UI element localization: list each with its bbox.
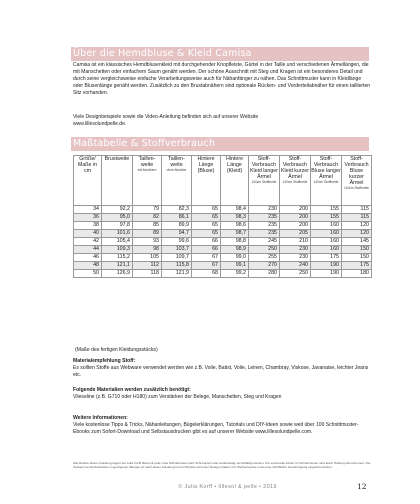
table-cell: 112 (133, 262, 162, 270)
column-header-sublabel: 140cm Stoffbreite (251, 179, 277, 184)
column-header (133, 156, 162, 206)
table-cell: 94,7 (162, 230, 192, 238)
size-cell: 38 (74, 222, 102, 230)
material-heading: Materialempfehlung Stoff: (73, 358, 136, 364)
table-cell: 145 (342, 238, 372, 246)
column-header-sublabel: ohne Abnäher (166, 167, 187, 172)
table-cell: 115,8 (162, 262, 192, 270)
column-header-label: Taillen- weite (138, 156, 156, 168)
table-row (74, 230, 372, 238)
table-cell: 235 (249, 222, 280, 230)
video-info-text: Viele Designbeispiele sowie die Video-Anleitung befinden sich auf unserer Website (73, 114, 259, 120)
table-row (74, 206, 372, 214)
footer-credit: © Julia Korff • lillesol & pelle • 2019 (178, 484, 277, 490)
table-cell: 230 (280, 254, 311, 262)
table-cell: 89 (133, 230, 162, 238)
table-cell: 155 (311, 214, 342, 222)
table-note: (Maße des fertigen Kleidungsstücks) (75, 347, 158, 353)
table-cell: 205 (280, 230, 311, 238)
table-cell: 120 (342, 222, 372, 230)
column-header (221, 156, 249, 206)
table-cell: 200 (280, 206, 311, 214)
column-header-label: Hintere Länge (Kleid) (225, 156, 244, 174)
column-header (192, 156, 221, 206)
table-cell: 240 (280, 262, 311, 270)
table-cell: 99,1 (221, 262, 249, 270)
table-cell: 121,1 (102, 262, 133, 270)
table-cell: 109,7 (162, 254, 192, 262)
table-row (74, 222, 372, 230)
size-cell: 50 (74, 270, 102, 278)
extra-materials-section (73, 387, 371, 401)
table-cell: 103,7 (162, 246, 192, 254)
table-row (74, 270, 372, 278)
table-cell: 200 (280, 222, 311, 230)
table-row (74, 214, 372, 222)
table-cell: 98 (133, 246, 162, 254)
table-cell: 67 (192, 262, 221, 270)
table-cell: 175 (311, 254, 342, 262)
more-info-body: Viele kostenlose Tipps & Tricks, Nähanleitungen, Bügelerklärungen, Tutorials und DIY-Ideen sowie weit über 100 Schnittmuster-Ebooks zum Sofort-Download und Selbstausdrucken gibt es auf unserer Website www.lillesolundpelle.com. (73, 422, 359, 436)
table-cell: 150 (342, 246, 372, 254)
table-cell: 89,9 (162, 222, 192, 230)
table-cell: 200 (280, 214, 311, 222)
column-header-sublabel: mit Abnähern (137, 167, 157, 172)
table-cell: 67 (192, 254, 221, 262)
table-cell: 82 (133, 214, 162, 222)
table-cell: 230 (249, 206, 280, 214)
size-cell: 44 (74, 246, 102, 254)
table-cell: 101,6 (102, 230, 133, 238)
table-cell: 270 (249, 262, 280, 270)
table-cell: 105 (133, 254, 162, 262)
table-cell: 118 (133, 270, 162, 278)
column-header-label: Stoff- Verbrauch Bluse langer Ärmel (311, 156, 341, 180)
more-info-heading: Weitere Informationen: (73, 415, 128, 421)
size-cell: 34 (74, 206, 102, 214)
table-cell: 126,9 (102, 270, 133, 278)
column-header-label: Hintere Länge (Bluse) (197, 156, 215, 174)
table-cell: 98,7 (221, 230, 249, 238)
extra-materials-heading: Folgende Materialien werden zusätzlich benötigt: (73, 387, 191, 393)
table-cell: 160 (311, 230, 342, 238)
table-cell: 190 (311, 270, 342, 278)
column-header (74, 156, 102, 206)
column-header-label: Stoff- Verbrauch Kleid langer Ärmel (250, 156, 278, 180)
section-banner-size-table: Maßtabelle & Stoffverbrauch (71, 137, 369, 151)
table-cell: 79 (133, 206, 162, 214)
column-header (342, 156, 372, 206)
table-cell: 98,3 (221, 214, 249, 222)
column-header-sublabel: 140cm Stoffbreite (313, 179, 339, 184)
column-header-label: Brustweite (104, 156, 130, 162)
page-number: 12 (357, 482, 367, 491)
table-row (74, 246, 372, 254)
table-cell: 97,8 (102, 222, 133, 230)
table-row (74, 238, 372, 246)
table-cell: 180 (342, 270, 372, 278)
table-cell: 92,2 (102, 206, 133, 214)
table-cell: 121,9 (162, 270, 192, 278)
table-cell: 160 (311, 222, 342, 230)
table-cell: 245 (249, 238, 280, 246)
video-info-paragraph (73, 114, 371, 128)
column-header (249, 156, 280, 206)
table-body (74, 206, 372, 278)
table-cell: 190 (311, 262, 342, 270)
column-header-label: Größe/ Maße in cm (77, 156, 98, 174)
table-cell: 65 (192, 222, 221, 230)
column-header-label: Taillen- weite (168, 156, 185, 168)
table-cell: 210 (280, 238, 311, 246)
more-info-section (73, 415, 371, 436)
table-cell: 120 (342, 230, 372, 238)
table-cell: 99,0 (221, 254, 249, 262)
intro-paragraph: Camisa ist ein klassisches Hemdblusenkleid mit durchgehender Knopfleiste, Gürtel in der Taille und verschiedenen Ärmellängen, die mit Manschetten oder einfachem Saum genäht werden. Der schöne Ausschnitt mit Steg und Kragen ist ein besonderes Detail und durch seine vergleichsweise einfache Verarbeitungsweise auch für Nähanfänger zu nähen. Das Schnittmuster kann in Kleidlänge oder Blusenlänge genäht werden. Zusätzlich zu den Brustabnähern sind optionale Rücken- und Vorderteilabnäher für einen taillierten Sitz vorhanden. (73, 62, 371, 97)
table-cell: 65 (192, 206, 221, 214)
size-cell: 46 (74, 254, 102, 262)
section-banner-about: Über die Hemdbluse & Kleid Camisa (71, 47, 369, 61)
table-cell: 82,3 (162, 206, 192, 214)
table-cell: 85 (133, 222, 162, 230)
table-header-row (74, 156, 372, 206)
table-cell: 65 (192, 230, 221, 238)
table-cell: 160 (311, 246, 342, 254)
table-cell: 93 (133, 238, 162, 246)
material-section (73, 358, 371, 379)
table-cell: 160 (311, 238, 342, 246)
size-cell: 36 (74, 214, 102, 222)
table-cell: 250 (249, 246, 280, 254)
table-cell: 115 (342, 206, 372, 214)
website-link[interactable]: www.lillesolundpelle.de. (73, 121, 127, 128)
column-header (162, 156, 192, 206)
table-cell: 115,2 (102, 254, 133, 262)
table-row (74, 254, 372, 262)
table-cell: 115 (342, 214, 372, 222)
column-header-label: Stoff- Verbrauch Bluse kurzer Ärmel (344, 156, 369, 186)
table-cell: 109,3 (102, 246, 133, 254)
table-cell: 98,6 (221, 222, 249, 230)
size-cell: 42 (74, 238, 102, 246)
table-cell: 95,0 (102, 214, 133, 222)
column-header (280, 156, 311, 206)
table-cell: 155 (311, 206, 342, 214)
table-cell: 150 (342, 254, 372, 262)
table-cell: 99,2 (221, 270, 249, 278)
column-header (102, 156, 133, 206)
table-cell: 98,9 (221, 246, 249, 254)
table-cell: 235 (249, 214, 280, 222)
column-header-sublabel: 140cm Stoffbreite (344, 185, 369, 190)
table-cell: 65 (192, 214, 221, 222)
size-table (73, 155, 372, 278)
column-header-sublabel: 140cm Stoffbreite (282, 179, 308, 184)
size-cell: 48 (74, 262, 102, 270)
table-cell: 66 (192, 238, 221, 246)
material-body: Es sollten Stoffe aus Webware verwendet werden wie z.B. Voile, Batist, Voile, Leinen, Chambray, Viskose, Javanaise, leichter Jeans etc. (73, 365, 369, 379)
table-cell: 98,8 (221, 238, 249, 246)
table-cell: 86,1 (162, 214, 192, 222)
extra-materials-body: Vlieseline (z.B. G710 oder H180) zum Verstärken der Belege, Manschetten, Steg und Kragen (73, 394, 282, 401)
table-cell: 235 (249, 230, 280, 238)
table-cell: 255 (249, 254, 280, 262)
table-cell: 175 (342, 262, 372, 270)
table-cell: 280 (249, 270, 280, 278)
column-header-label: Stoff- Verbrauch Kleid kurzer Ärmel (281, 156, 309, 180)
table-row (74, 262, 372, 270)
table-cell: 105,4 (102, 238, 133, 246)
table-cell: 230 (280, 246, 311, 254)
table-cell: 98,4 (221, 206, 249, 214)
table-cell: 250 (280, 270, 311, 278)
column-header (311, 156, 342, 206)
table-cell: 99,6 (162, 238, 192, 246)
table-cell: 66 (192, 246, 221, 254)
copyright-fine-print: Alle Rechte dieser Anleitung liegen bei Julia Korff/ lillesol & pelle. Das Schnittmuster darf nicht kopiert oder anderweitig vervielfältigt werden. Für eventuelle Fehler im Schnittmuster wird keine Haftung übernommen. Der Verkauf von Einzelstücken in geringeren Mengen ist nach dieser Anleitung ist mit Hinweis auf unser Design erlaubt. Für Werbezwecke muss eine schriftliche Genehmigung eingeholt werden. (73, 461, 371, 470)
size-cell: 40 (74, 230, 102, 238)
table-cell: 68 (192, 270, 221, 278)
